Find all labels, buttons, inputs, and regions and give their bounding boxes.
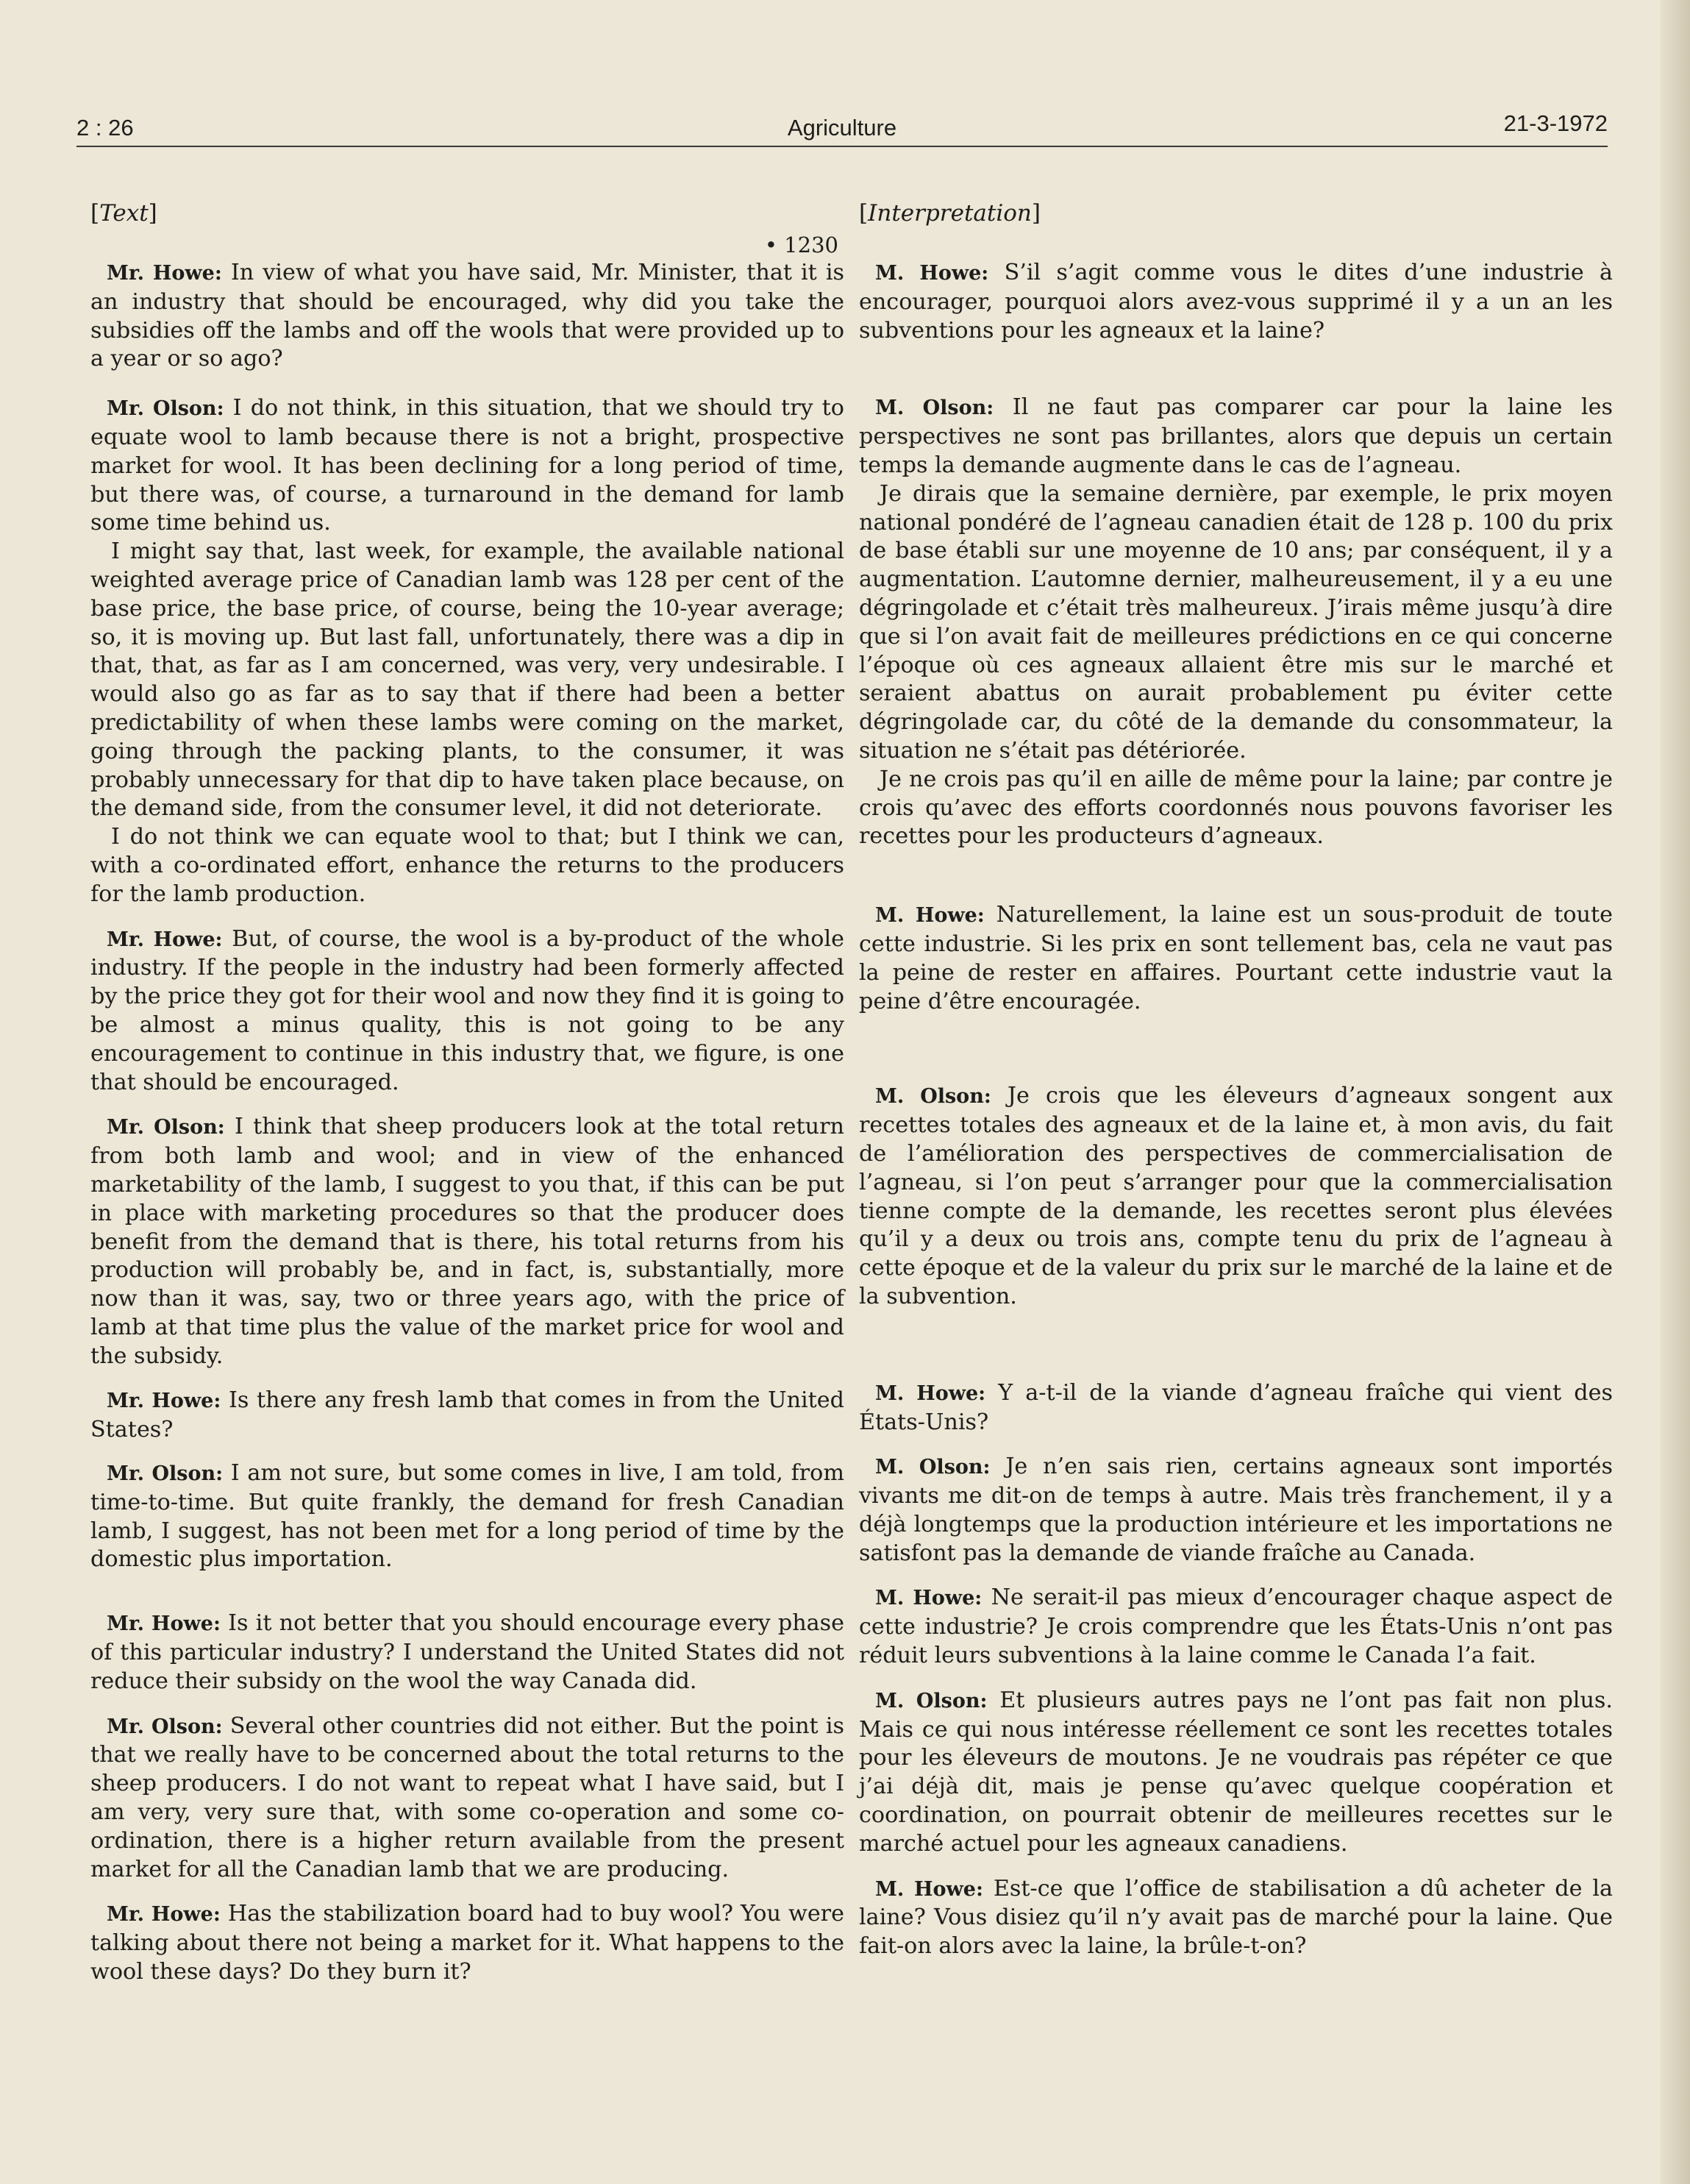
speaker: Mr. Olson:: [107, 397, 224, 421]
english-column: [90, 200, 844, 1987]
speaker: Mr. Olson:: [107, 1116, 225, 1139]
speaker: M. Howe:: [875, 1587, 983, 1610]
speaker: M. Howe:: [875, 262, 989, 285]
paragraph: Mr. Howe: Has the stabilization board had to buy wool? You were talking about there not being a market for it. What happens to the wool these days? Do they burn it?: [90, 1901, 844, 1985]
paragraph: Mr. Olson: I am not sure, but some comes in live, I am told, from time-to-time. But quite frankly, the demand for fresh Canadian lamb, I suggest, has not been met for a long period of time by the domestic plus importation.: [90, 1460, 844, 1573]
speaker: Mr. Olson:: [107, 1715, 223, 1738]
speaker: Mr. Howe:: [107, 1903, 221, 1927]
paragraph: Mr. Howe: In view of what you have said, Mr. Minister, that it is an industry that should be encouraged, why did you take the subsidies off the lambs and off the wools that were provided up to a year or so ago?: [90, 260, 845, 372]
paragraph: Mr. Olson: I do not think, in this situation, that we should try to equate wool to lamb because there is not a bright, prospective market for wool. It has been declining for a long period of time, but there was, of course, a turnaround in the demand for lamb some time behind us.: [90, 395, 844, 536]
speaker: M. Howe:: [875, 904, 985, 928]
paragraph: M. Howe: Naturellement, la laine est un sous-produit de toute cette industrie. Si les prix en sont tellement bas, cela ne vaut pas la peine de rester en affaires. Pourtant cette industrie vaut la peine d’être encouragée.: [859, 902, 1613, 1014]
paragraph: M. Olson: Je crois que les éleveurs d’agneaux songent aux recettes totales des agneaux et de la laine et, à mon avis, du fait de l’amélioration des perspectives de commercialisation de l’agneau, si l’on peut s’arranger pour que la commercialisation tienne compte de la demande, les recettes seront plus élevées qu’il y a deux ou trois ans, compte tenu du prix de l’agneau à cette époque et de la valeur du prix sur le marché de la laine et de la subvention.: [859, 1083, 1613, 1309]
page-number: 2 : 26: [76, 115, 134, 140]
speaker: Mr. Howe:: [107, 262, 222, 285]
speaker: M. Olson:: [875, 1085, 991, 1109]
french-column: [859, 200, 1613, 1961]
paragraph: M. Olson: Il ne faut pas comparer car pour la laine les perspectives ne sont pas brillantes, alors que depuis un certain temps la demande augmente dans le cas de l’agneau.: [859, 394, 1613, 478]
paragraph: I might say that, last week, for example, the available national weighted average price of Canadian lamb was 128 per cent of the base price, the base price, of course, being the 10-year average; so, it is moving up. But last fall, unfortunately, there was a dip in that, that, as far as I am concerned, was very, very undesirable. I would also go as far as to say that if there had been a better predictability of when these lambs were coming on the market, going through the packing plants, to the consumer, it was probably unnecessary for that dip to have taken place because, on the demand side, from the consumer level, it did not deteriorate.: [90, 538, 844, 822]
page-edge-shadow: [1661, 0, 1690, 2184]
timestamp: • 1230: [764, 232, 838, 257]
speaker: Mr. Howe:: [107, 1390, 221, 1413]
speaker: Mr. Olson:: [107, 1462, 224, 1486]
paragraph: M. Howe: Est-ce que l’office de stabilisation a dû acheter de la laine? Vous disiez qu’il n’y avait pas de marché pour la laine. Que fait-on alors avec la laine, la brûle-t-on?: [859, 1875, 1614, 1960]
paragraph: I do not think we can equate wool to that; but I think we can, with a co-ordinated effort, enhance the returns to the producers for the lamb production.: [90, 824, 844, 907]
section-label-interpretation: [Interpretation]: [859, 200, 1041, 227]
paragraph: Je dirais que la semaine dernière, par exemple, le prix moyen national pondéré de l’agneau canadien était de 128 p. 100 du prix de base établi sur une moyenne de 10 ans; par conséquent, il y a augmentation. L’automne dernier, malheureusement, il y a eu une dégringolade et c’était très malheureux. J’irais même jusqu’à dire que si l’on avait fait de meilleures prédictions en ce qui concerne l’époque où ces agneaux allaient être mis sur le marché et seraient abattus on aurait probablement pu éviter cette dégringolade car, du côté de la demande du consommateur, la situation ne s’était pas détériorée.: [859, 480, 1613, 764]
speaker: M. Howe:: [875, 1877, 983, 1901]
paragraph: Mr. Howe: Is it not better that you should encourage every phase of this particular industry? I understand the United States did not reduce their subsidy on the wool the way Canada did.: [90, 1610, 845, 1694]
speaker: Mr. Howe:: [107, 1612, 221, 1636]
paragraph: Mr. Olson: I think that sheep producers look at the total return from both lamb and wool; and in view of the enhanced marketability of the lamb, I suggest to you that, if this can be put in place with marketing procedures so that the producer does benefit from the demand that is there, his total returns from his production will probably be, and in fact, is, substantially, more now than it was, say, two or three years ago, with the price of lamb at that time plus the value of the market price for wool and the subsidy.: [90, 1114, 844, 1369]
speaker: M. Olson:: [875, 1456, 991, 1479]
page-date: 21-3-1972: [1503, 110, 1608, 136]
page-title: Agriculture: [787, 115, 897, 140]
paragraph: M. Olson: Et plusieurs autres pays ne l’ont pas fait non plus. Mais ce qui nous intéresse réellement ce sont les recettes totales pour les éleveurs de moutons. Je ne voudrais pas répéter ce que j’ai déjà dit, mais je pense qu’avec quelque coopération et coordination, on pourrait obtenir de meilleures recettes sur le marché actuel pour les agneaux canadiens.: [859, 1687, 1613, 1857]
paragraph: Mr. Howe: But, of course, the wool is a by-product of the whole industry. If the people in the industry had been formerly affected by the price they got for their wool and now they find it is going to be almost a minus quality, this is not going to be any encouragement to continue in this industry that, we figure, is one that should be encouraged.: [90, 925, 844, 1095]
speaker: M. Howe:: [875, 1381, 986, 1405]
paragraph: Je ne crois pas qu’il en aille de même pour la laine; par contre je crois qu’avec des efforts coordonnés nous pouvons favoriser les recettes pour les producteurs d’agneaux.: [859, 766, 1613, 850]
paragraph: Mr. Olson: Several other countries did not either. But the point is that we really have to be concerned about the total returns to the sheep producers. I do not want to repeat what I have said, but I am very, very sure that, with some co-operation and some co-ordination, there is a higher return available from the present market for all the Canadian lamb that we are producing.: [90, 1712, 844, 1882]
paragraph: M. Howe: S’il s’agit comme vous le dites d’une industrie à encourager, pourquoi alors avez-vous supprimé il y a un an les subventions pour les agneaux et la laine?: [859, 260, 1613, 344]
section-label-text: [Text]: [90, 200, 157, 227]
speaker: Mr. Howe:: [107, 928, 223, 951]
paragraph: M. Howe: Ne serait-il pas mieux d’encourager chaque aspect de cette industrie? Je crois comprendre que les États-Unis n’ont pas réduit leurs subventions à la laine comme le Canada l’a fait.: [859, 1584, 1613, 1669]
speaker: M. Olson:: [875, 1689, 988, 1712]
page-header: [76, 109, 1608, 147]
paragraph: M. Howe: Y a-t-il de la viande d’agneau fraîche qui vient des États-Unis?: [859, 1379, 1613, 1435]
speaker: M. Olson:: [875, 396, 994, 420]
paragraph: M. Olson: Je n’en sais rien, certains agneaux sont importés vivants me dit-on de temps à autre. Mais très franchement, il y a déjà longtemps que la production intérieure et les importations ne satisfont pas la demande de viande fraîche au Canada.: [859, 1454, 1613, 1566]
paragraph: Mr. Howe: Is there any fresh lamb that comes in from the United States?: [90, 1387, 844, 1443]
